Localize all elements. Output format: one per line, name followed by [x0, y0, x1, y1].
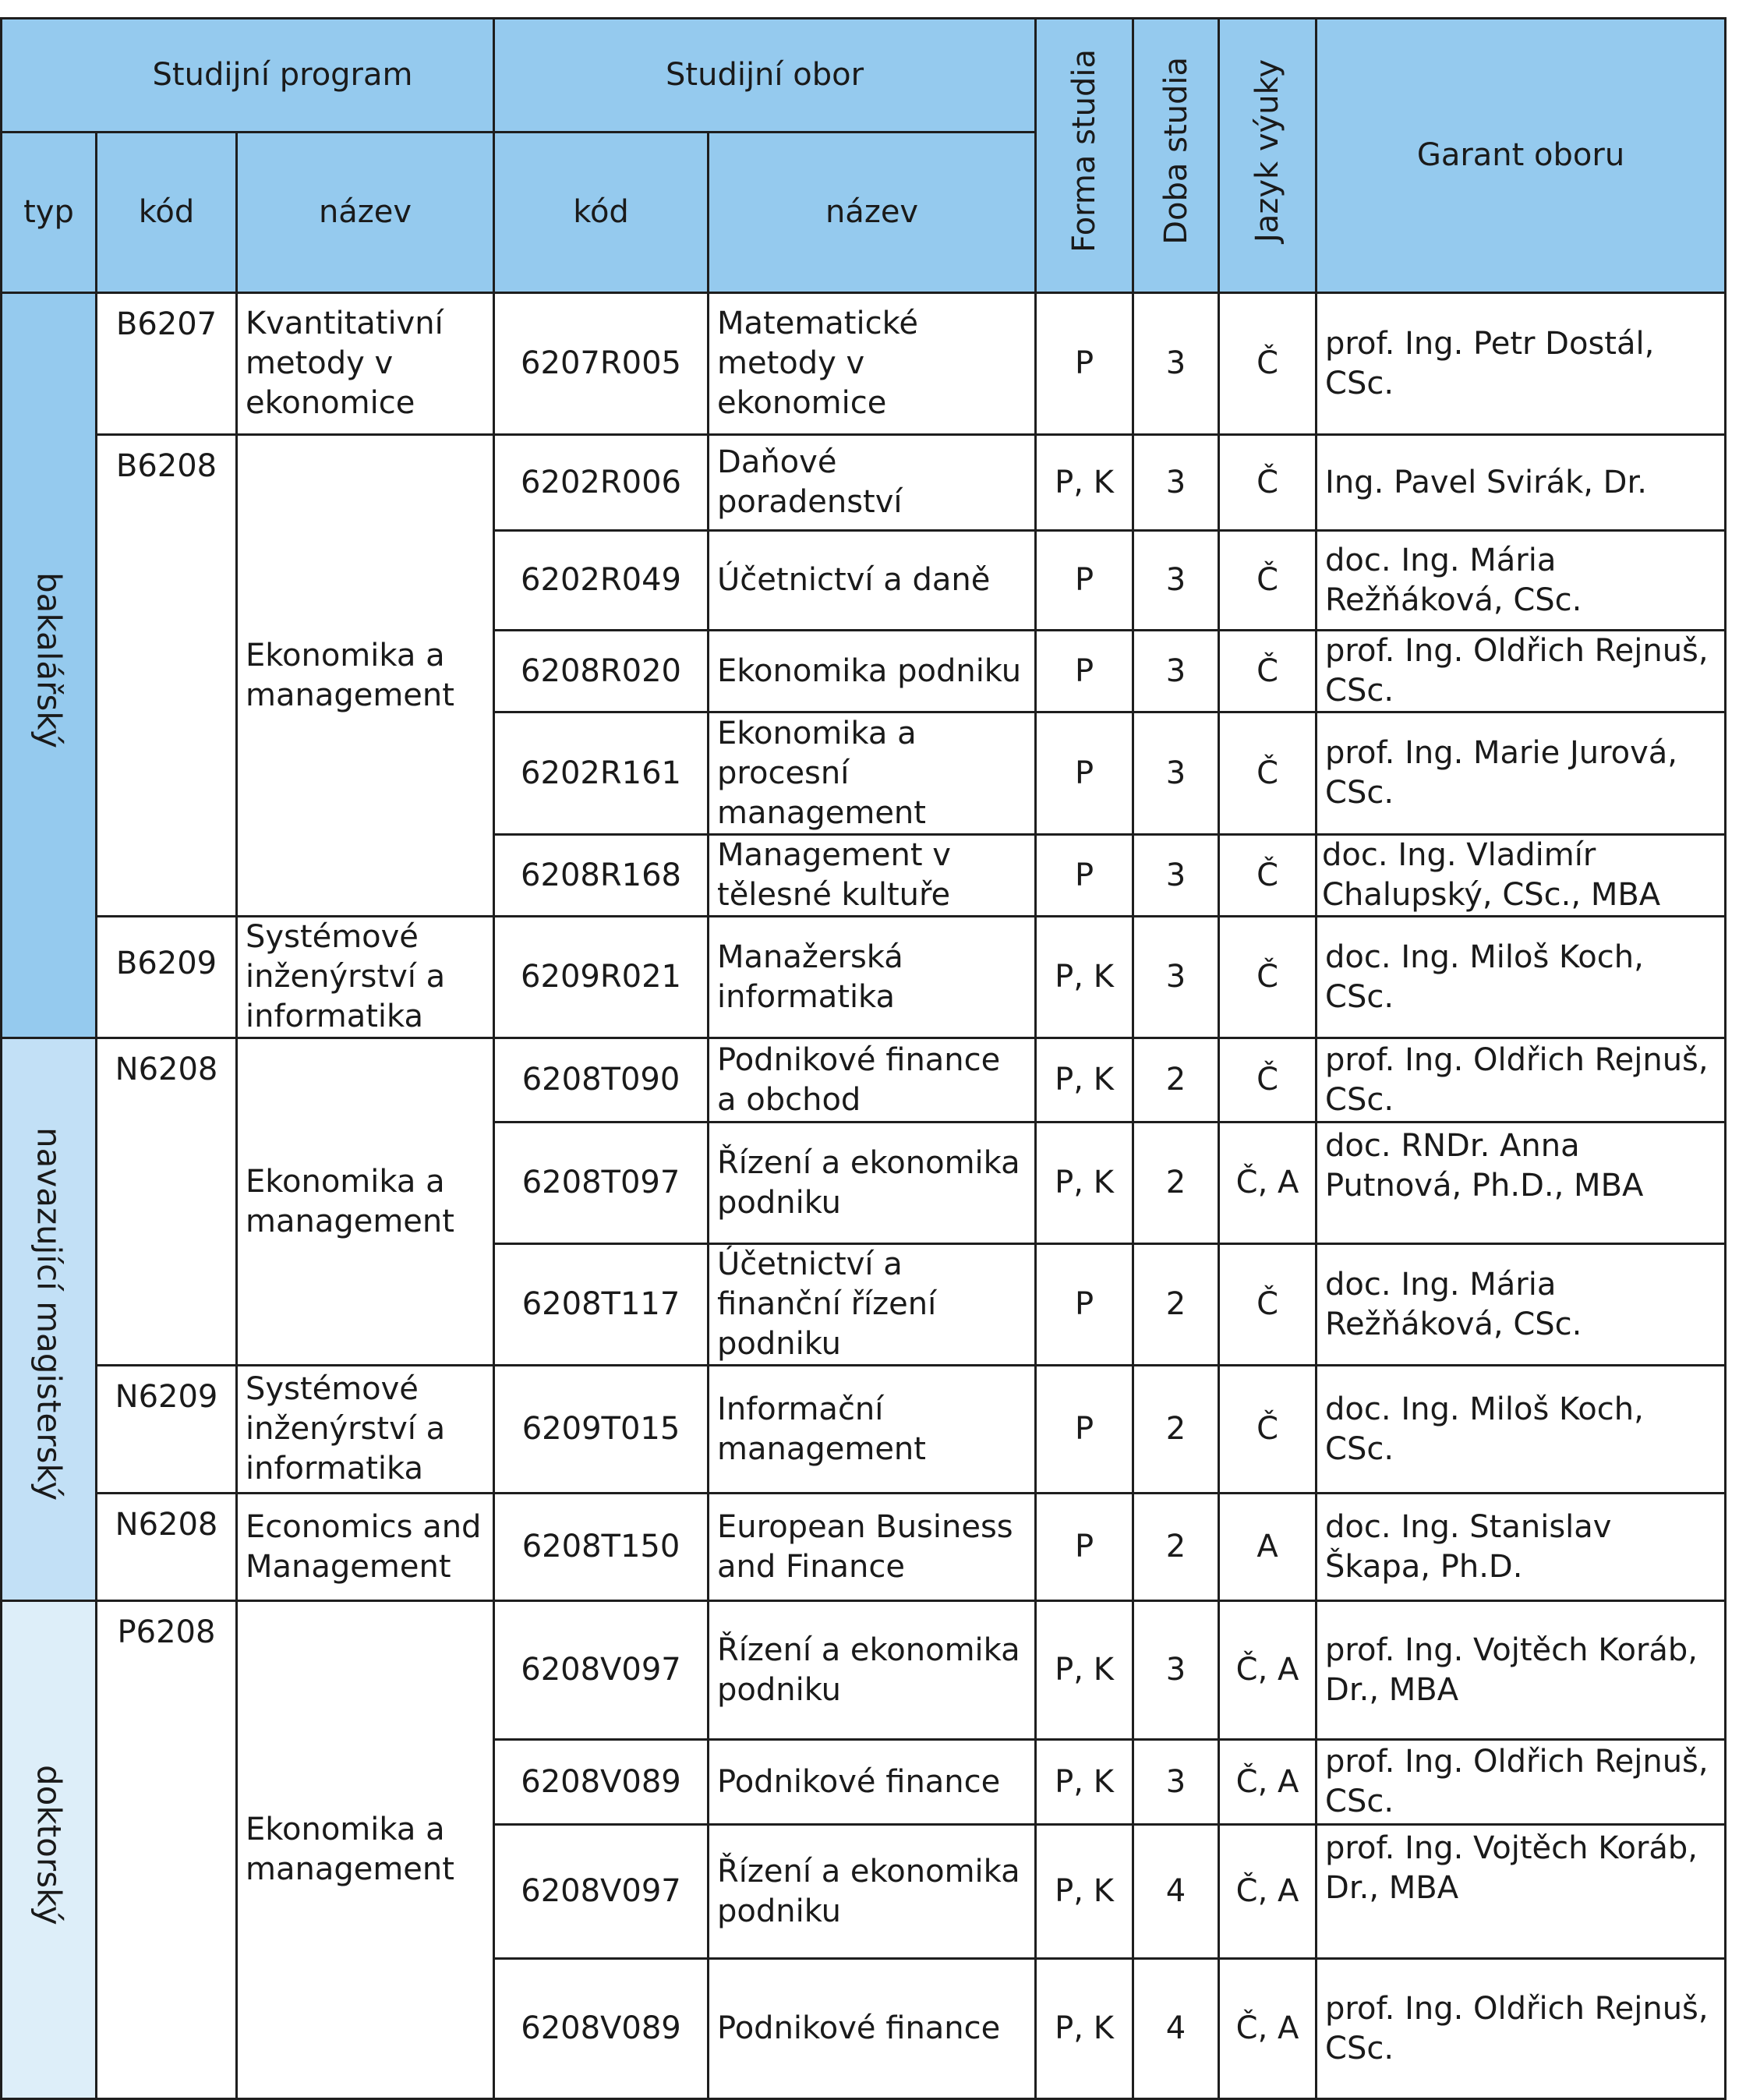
guarantor: prof. Ing. Marie Jurová, CSc. — [1317, 712, 1726, 835]
program-name: Ekonomika a management — [237, 1601, 494, 2099]
guarantor: doc. Ing. Stanislav Škapa, Ph.D. — [1317, 1494, 1726, 1601]
guarantor: prof. Ing. Petr Dostál, CSc. — [1317, 293, 1726, 435]
table-row — [2, 1038, 1726, 1122]
field-name: Řízení a ekonomika podniku — [709, 1122, 1036, 1244]
header-kod-obor: kód — [494, 133, 709, 293]
language: Č — [1219, 631, 1317, 712]
field-code: 6208T150 — [494, 1494, 709, 1601]
language: Č, A — [1219, 1122, 1317, 1244]
guarantor: prof. Ing. Vojtěch Koráb, Dr., MBA — [1317, 1601, 1726, 1740]
header-kod-program: kód — [97, 133, 237, 293]
field-name: Podnikové finance — [709, 1740, 1036, 1825]
program-name: Ekonomika a management — [237, 1038, 494, 1366]
field-name: Matematické metody v ekonomice — [709, 293, 1036, 435]
header-row-1 — [2, 19, 1726, 133]
program-name: Ekonomika a management — [237, 435, 494, 917]
field-code: 6208V089 — [494, 1740, 709, 1825]
study-programs-table-wrapper — [0, 17, 1727, 2100]
field-code: 6209T015 — [494, 1366, 709, 1494]
guarantor: doc. Ing. Mária Režňáková, CSc. — [1317, 1244, 1726, 1366]
field-name: Daňové poradenství — [709, 435, 1036, 531]
group-label: doktorský — [30, 1764, 69, 1925]
study-duration: 3 — [1133, 712, 1219, 835]
form-of-study: P, K — [1036, 435, 1133, 531]
field-code: 6202R006 — [494, 435, 709, 531]
study-duration: 3 — [1133, 435, 1219, 531]
study-duration: 3 — [1133, 835, 1219, 917]
field-name: Řízení a ekonomika podniku — [709, 1601, 1036, 1740]
table-row — [2, 1366, 1726, 1494]
field-code: 6208V097 — [494, 1825, 709, 1959]
form-of-study: P — [1036, 712, 1133, 835]
form-of-study: P, K — [1036, 1038, 1133, 1122]
study-programs-table — [0, 17, 1727, 2100]
guarantor: prof. Ing. Oldřich Rejnuš, CSc. — [1317, 1959, 1726, 2099]
guarantor: Ing. Pavel Svirák, Dr. — [1317, 435, 1726, 531]
table-row — [2, 435, 1726, 531]
study-duration: 4 — [1133, 1959, 1219, 2099]
language: Č, A — [1219, 1601, 1317, 1740]
field-code: 6209R021 — [494, 917, 709, 1038]
study-duration: 3 — [1133, 1601, 1219, 1740]
program-code: B6207 — [97, 293, 237, 435]
group-label: navazující magisterský — [30, 1127, 69, 1501]
study-duration: 2 — [1133, 1122, 1219, 1244]
field-code: 6208V089 — [494, 1959, 709, 2099]
field-name: Ekonomika podniku — [709, 631, 1036, 712]
field-code: 6202R049 — [494, 531, 709, 631]
form-of-study: P — [1036, 531, 1133, 631]
language: Č — [1219, 835, 1317, 917]
field-code: 6208V097 — [494, 1601, 709, 1740]
form-of-study: P, K — [1036, 917, 1133, 1038]
field-name: Podnikové finance — [709, 1959, 1036, 2099]
language: Č — [1219, 712, 1317, 835]
field-name: Účetnictví a finanční řízení podniku — [709, 1244, 1036, 1366]
header-forma-studia — [1036, 19, 1133, 293]
header-typ: typ — [2, 133, 97, 293]
program-code: B6208 — [97, 435, 237, 917]
program-code: B6209 — [97, 917, 237, 1038]
program-code: N6209 — [97, 1366, 237, 1494]
field-name: Účetnictví a daně — [709, 531, 1036, 631]
field-name: Informační management — [709, 1366, 1036, 1494]
form-of-study: P — [1036, 835, 1133, 917]
field-code: 6208T097 — [494, 1122, 709, 1244]
language: Č — [1219, 1366, 1317, 1494]
field-code: 6202R161 — [494, 712, 709, 835]
study-duration: 3 — [1133, 531, 1219, 631]
program-name: Economics and Management — [237, 1494, 494, 1601]
field-code: 6208T117 — [494, 1244, 709, 1366]
header-studijni-obor: Studijní obor — [494, 19, 1036, 133]
program-code: N6208 — [97, 1494, 237, 1601]
form-of-study: P — [1036, 631, 1133, 712]
group-navazujici-magistersky — [2, 1038, 97, 1601]
program-name: Systémové inženýrství a informatika — [237, 1366, 494, 1494]
form-of-study: P, K — [1036, 1601, 1133, 1740]
field-code: 6208R020 — [494, 631, 709, 712]
header-garant-oboru: Garant oboru — [1317, 19, 1726, 293]
guarantor: prof. Ing. Oldřich Rejnuš, CSc. — [1317, 1038, 1726, 1122]
language: Č — [1219, 1244, 1317, 1366]
header-jazyk-vyuky — [1219, 19, 1317, 293]
language: Č — [1219, 293, 1317, 435]
study-duration: 4 — [1133, 1825, 1219, 1959]
field-code: 6208T090 — [494, 1038, 709, 1122]
language: Č — [1219, 531, 1317, 631]
form-of-study: P — [1036, 1494, 1133, 1601]
language: Č, A — [1219, 1825, 1317, 1959]
language: A — [1219, 1494, 1317, 1601]
guarantor: doc. Ing. Miloš Koch, CSc. — [1317, 1366, 1726, 1494]
table-row — [2, 1601, 1726, 1740]
form-of-study: P, K — [1036, 1959, 1133, 2099]
header-jazyk-vyuky-label: Jazyk výuky — [1249, 58, 1286, 242]
study-duration: 3 — [1133, 293, 1219, 435]
field-name: Management v tělesné kultuře — [709, 835, 1036, 917]
header-doba-studia-label: Doba studia — [1158, 56, 1194, 245]
language: Č — [1219, 435, 1317, 531]
field-code: 6207R005 — [494, 293, 709, 435]
guarantor: doc. Ing. Mária Režňáková, CSc. — [1317, 531, 1726, 631]
study-duration: 2 — [1133, 1494, 1219, 1601]
group-label: bakalářský — [30, 572, 69, 748]
study-duration: 3 — [1133, 917, 1219, 1038]
field-name: Řízení a ekonomika podniku — [709, 1825, 1036, 1959]
form-of-study: P, K — [1036, 1122, 1133, 1244]
header-nazev-program: název — [237, 133, 494, 293]
guarantor: prof. Ing. Vojtěch Koráb, Dr., MBA — [1317, 1825, 1726, 1959]
guarantor: prof. Ing. Oldřich Rejnuš, CSc. — [1317, 1740, 1726, 1825]
program-name: Systémové inženýrství a informatika — [237, 917, 494, 1038]
program-code: P6208 — [97, 1601, 237, 2099]
field-name: Ekonomika a procesní management — [709, 712, 1036, 835]
header-forma-studia-label: Forma studia — [1066, 48, 1103, 253]
header-nazev-obor: název — [709, 133, 1036, 293]
form-of-study: P, K — [1036, 1740, 1133, 1825]
guarantor: doc. RNDr. Anna Putnová, Ph.D., MBA — [1317, 1122, 1726, 1244]
program-name: Kvantitativní metody v ekonomice — [237, 293, 494, 435]
program-code: N6208 — [97, 1038, 237, 1366]
form-of-study: P — [1036, 1244, 1133, 1366]
table-row — [2, 1494, 1726, 1601]
study-duration: 3 — [1133, 631, 1219, 712]
study-duration: 3 — [1133, 1740, 1219, 1825]
table-row — [2, 293, 1726, 435]
study-duration: 2 — [1133, 1244, 1219, 1366]
field-name: Manažerská informatika — [709, 917, 1036, 1038]
guarantor: doc. Ing. Miloš Koch, CSc. — [1317, 917, 1726, 1038]
field-code: 6208R168 — [494, 835, 709, 917]
form-of-study: P, K — [1036, 1825, 1133, 1959]
table-row — [2, 917, 1726, 1038]
group-doktorsky — [2, 1601, 97, 2099]
language: Č, A — [1219, 1740, 1317, 1825]
language: Č, A — [1219, 1959, 1317, 2099]
language: Č — [1219, 1038, 1317, 1122]
field-name: Podnikové finance a obchod — [709, 1038, 1036, 1122]
study-duration: 2 — [1133, 1366, 1219, 1494]
field-name: European Business and Finance — [709, 1494, 1036, 1601]
form-of-study: P — [1036, 1366, 1133, 1494]
language: Č — [1219, 917, 1317, 1038]
group-bakalarsky — [2, 293, 97, 1038]
study-duration: 2 — [1133, 1038, 1219, 1122]
header-studijni-program: Studijní program — [2, 19, 494, 133]
header-doba-studia — [1133, 19, 1219, 293]
guarantor: prof. Ing. Oldřich Rejnuš, CSc. — [1317, 631, 1726, 712]
guarantor: doc. Ing. Vladimír Chalupský, CSc., MBA — [1317, 835, 1726, 917]
form-of-study: P — [1036, 293, 1133, 435]
